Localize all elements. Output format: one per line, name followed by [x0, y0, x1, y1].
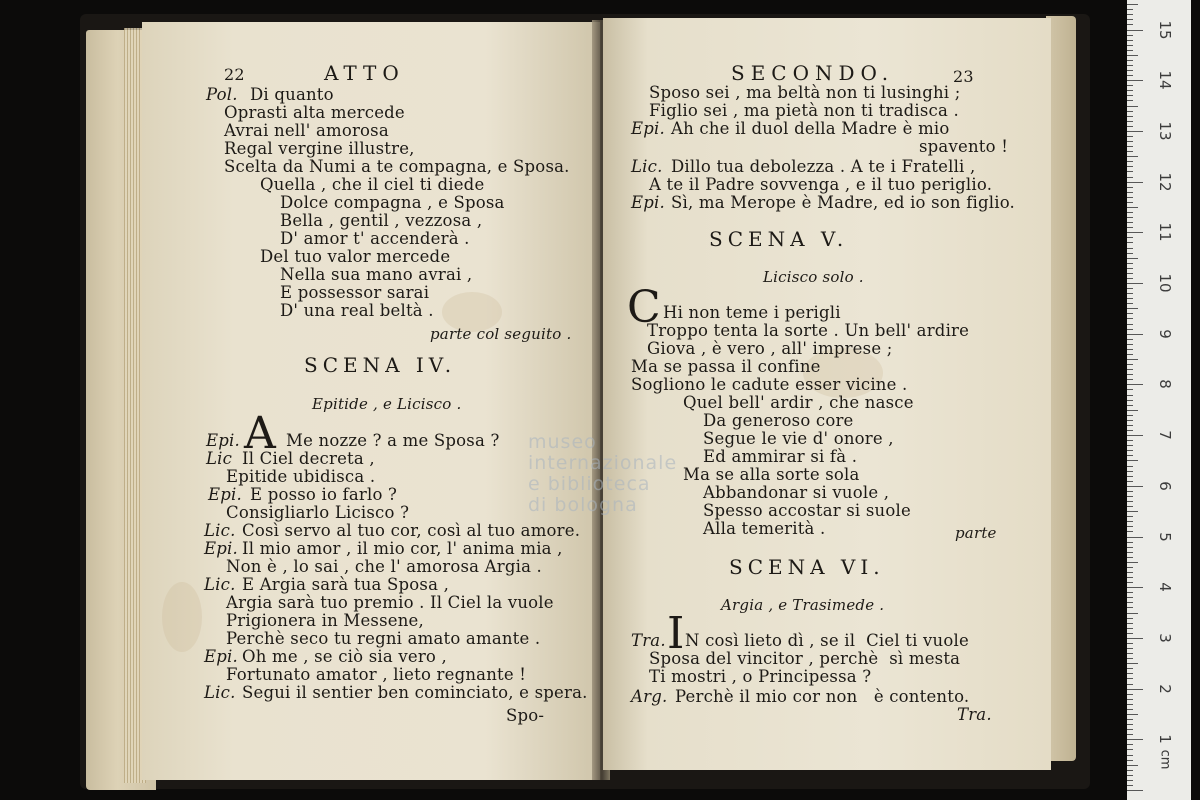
ruler-tick — [1127, 435, 1143, 436]
verse-line: Argia sarà tuo premio . Il Ciel la vuole — [226, 593, 554, 612]
right-page — [603, 18, 1051, 770]
ruler-tick — [1127, 273, 1133, 274]
ruler-tick — [1127, 668, 1133, 669]
speaker-label: Lic. — [204, 575, 236, 594]
scene-title: SCENA IV. — [304, 353, 457, 377]
scene-characters: Argia , e Trasimede . — [721, 596, 885, 614]
ruler-tick — [1127, 70, 1133, 71]
ruler-tick — [1127, 237, 1133, 238]
ruler-tick — [1127, 714, 1138, 715]
speaker-label: Epi. — [631, 119, 665, 138]
ruler-tick — [1127, 19, 1133, 20]
ruler-number: 12 — [1156, 172, 1174, 192]
verse-line: Quella , che il ciel ti diede — [260, 175, 485, 194]
verse-line: Sì, ma Merope è Madre, ed io son figlio. — [671, 193, 1015, 212]
ruler-tick — [1127, 602, 1133, 603]
ruler-tick — [1127, 400, 1133, 401]
ruler-number: 5 — [1156, 531, 1174, 542]
ruler-tick — [1127, 156, 1138, 157]
ruler-tick — [1127, 415, 1133, 416]
ruler-tick — [1127, 308, 1138, 309]
ruler-tick — [1127, 121, 1133, 122]
verse-line: Ah che il duol della Madre è mio — [671, 119, 950, 138]
ruler-tick — [1127, 95, 1133, 96]
ruler-tick — [1127, 526, 1133, 527]
museum-watermark — [528, 432, 698, 516]
ruler-tick — [1127, 222, 1133, 223]
ruler-tick — [1127, 476, 1133, 477]
ruler-tick — [1127, 744, 1133, 745]
speaker-label: Epi. — [204, 647, 238, 666]
ruler-tick — [1127, 171, 1133, 172]
ruler-tick — [1127, 344, 1133, 345]
ruler-tick — [1127, 450, 1133, 451]
ruler-tick — [1127, 212, 1133, 213]
verse-line: Abbandonar si vuole , — [703, 483, 890, 502]
ruler-tick — [1127, 217, 1133, 218]
verse-line: Scelta da Numi a te compagna, e Sposa. — [224, 157, 570, 176]
verse-line: spavento ! — [919, 137, 1009, 156]
ruler-tick — [1127, 14, 1133, 15]
ruler-tick — [1127, 248, 1133, 249]
ruler-tick — [1127, 420, 1133, 421]
verse-line: Del tuo valor mercede — [260, 247, 451, 266]
ruler-tick — [1127, 329, 1133, 330]
ruler-tick — [1127, 425, 1133, 426]
drop-cap: C — [627, 282, 661, 333]
ruler-number: 13 — [1156, 121, 1174, 141]
ruler-number: 1 — [1156, 734, 1174, 745]
ruler-tick — [1127, 491, 1133, 492]
ruler-tick — [1127, 709, 1133, 710]
ruler-number: 14 — [1156, 70, 1174, 90]
ruler-tick — [1127, 547, 1133, 548]
stage-direction: parte — [955, 524, 997, 542]
ruler-tick — [1127, 55, 1138, 56]
ruler-tick — [1127, 192, 1133, 193]
ruler-tick — [1127, 389, 1133, 390]
verse-line: Oh me , se ciò sia vero , — [242, 647, 447, 666]
ruler-tick — [1127, 9, 1133, 10]
ruler-tick — [1127, 374, 1133, 375]
ruler-tick — [1127, 384, 1143, 385]
left-page — [142, 22, 600, 780]
ruler-tick — [1127, 202, 1133, 203]
ruler-tick — [1127, 455, 1133, 456]
ruler-tick — [1127, 90, 1133, 91]
verse-line: E possessor sarai — [280, 283, 430, 302]
ruler-tick — [1127, 4, 1138, 5]
ruler-tick — [1127, 765, 1138, 766]
ruler-tick — [1127, 197, 1133, 198]
ruler-tick — [1127, 106, 1138, 107]
ruler-tick — [1127, 653, 1133, 654]
verse-line: Dillo tua debolezza . A te i Fratelli , — [671, 157, 976, 176]
ruler-tick — [1127, 466, 1133, 467]
verse-line: Segui il sentier ben cominciato, e spera. — [242, 683, 588, 702]
verse-line: Così servo al tuo cor, così al tuo amore. — [242, 521, 581, 540]
ruler-tick — [1127, 232, 1143, 233]
verse-line: Sogliono le cadute esser vicine . — [631, 375, 908, 394]
ruler-tick — [1127, 658, 1133, 659]
verse-line: E posso io farlo ? — [250, 485, 398, 504]
verse-line: D' una real beltà . — [280, 301, 434, 320]
ruler-tick — [1127, 349, 1133, 350]
watermark-line: e biblioteca — [528, 473, 651, 495]
ruler-number: 6 — [1156, 481, 1174, 491]
verse-line: D' amor t' accenderà . — [280, 229, 470, 248]
speaker-label: Pol. — [206, 85, 238, 104]
verse-line: A te il Padre sovvenga , e il tuo periglio. — [649, 175, 993, 194]
foxing-stain — [162, 582, 202, 652]
ruler-tick — [1127, 379, 1133, 380]
ruler-tick — [1127, 755, 1133, 756]
verse-line: Ti mostri , o Principessa ? — [649, 667, 872, 686]
ruler-number: 7 — [1156, 430, 1174, 440]
ruler-number: 9 — [1156, 328, 1174, 339]
ruler-tick — [1127, 770, 1133, 771]
page-number: 23 — [953, 67, 974, 86]
watermark-line: museo internazionale — [528, 431, 678, 474]
ruler-tick — [1127, 354, 1133, 355]
verse-line: Fortunato amator , lieto regnante ! — [226, 665, 527, 684]
ruler-tick — [1127, 141, 1133, 142]
speaker-label: Lic — [206, 449, 233, 468]
ruler-tick — [1127, 775, 1133, 776]
ruler-number: 4 — [1156, 582, 1174, 592]
ruler-tick — [1127, 516, 1133, 517]
ruler-tick — [1127, 283, 1143, 284]
speaker-label: Lic. — [204, 683, 236, 702]
ruler-tick — [1127, 719, 1133, 720]
catchword: Spo- — [506, 706, 545, 725]
catchword: Tra. — [957, 705, 992, 724]
ruler-tick — [1127, 790, 1143, 791]
ruler-tick — [1127, 633, 1133, 634]
ruler-tick — [1127, 405, 1133, 406]
ruler-tick — [1127, 760, 1133, 761]
drop-cap: I — [667, 608, 685, 659]
ruler-tick — [1127, 471, 1133, 472]
ruler-tick — [1127, 582, 1133, 583]
ruler-tick — [1127, 623, 1133, 624]
drop-cap: A — [244, 408, 276, 459]
verse-line: Il Ciel decreta , — [242, 449, 375, 468]
verse-line: Figlio sei , ma pietà non ti tradisca . — [649, 101, 959, 120]
ruler-tick — [1127, 369, 1133, 370]
ruler-tick — [1127, 749, 1133, 750]
ruler-tick — [1127, 577, 1133, 578]
ruler-tick — [1127, 445, 1133, 446]
ruler-tick — [1127, 161, 1133, 162]
ruler-tick — [1127, 318, 1133, 319]
verse-line: Ma se alla sorte sola — [683, 465, 860, 484]
ruler-tick — [1127, 785, 1133, 786]
ruler-tick — [1127, 780, 1133, 781]
ruler-tick — [1127, 699, 1133, 700]
ruler-tick — [1127, 313, 1133, 314]
ruler-tick — [1127, 643, 1133, 644]
verse-line: Da generoso core — [703, 411, 854, 430]
verse-line: Bella , gentil , vezzosa , — [280, 211, 483, 230]
verse-line: Perchè seco tu regni amato amante . — [226, 629, 541, 648]
verse-line: E Argia sarà tua Sposa , — [242, 575, 450, 594]
verse-line: Dolce compagna , e Sposa — [280, 193, 505, 212]
ruler-tick — [1127, 597, 1133, 598]
verse-line: Sposo sei , ma beltà non ti lusinghi ; — [649, 83, 961, 102]
ruler-tick — [1127, 552, 1133, 553]
ruler-tick — [1127, 182, 1143, 183]
verse-line: Me nozze ? a me Sposa ? — [286, 431, 500, 450]
ruler-tick — [1127, 80, 1143, 81]
ruler-tick — [1127, 689, 1143, 690]
speaker-label: Arg. — [631, 687, 668, 706]
ruler-tick — [1127, 694, 1133, 695]
verse-line: Nella sua mano avrai , — [280, 265, 473, 284]
ruler-number: 15 — [1156, 19, 1174, 40]
ruler-tick — [1127, 542, 1133, 543]
ruler-tick — [1127, 227, 1133, 228]
page-number: 22 — [224, 65, 245, 84]
ruler-tick — [1127, 663, 1138, 664]
ruler-tick — [1127, 511, 1138, 512]
ruler-tick — [1127, 734, 1133, 735]
verse-line: Non è , lo sai , che l' amorosa Argia . — [226, 557, 543, 576]
scene-characters: Epitide , e Licisco . — [312, 395, 462, 413]
ruler-tick — [1127, 126, 1133, 127]
ruler-tick — [1127, 607, 1133, 608]
ruler-tick — [1127, 572, 1133, 573]
speaker-label: Epi. — [631, 193, 665, 212]
ruler-tick — [1127, 60, 1133, 61]
ruler-tick — [1127, 339, 1133, 340]
speaker-label: Epi. — [204, 539, 238, 558]
ruler-tick — [1127, 648, 1133, 649]
ruler-tick — [1127, 324, 1133, 325]
ruler-tick — [1127, 673, 1133, 674]
verse-line: Quel bell' ardir , che nasce — [683, 393, 914, 412]
speaker-label: Lic. — [204, 521, 236, 540]
ruler-tick — [1127, 242, 1133, 243]
ruler-unit: cm — [1157, 749, 1173, 770]
ruler-tick — [1127, 521, 1133, 522]
verse-line: Regal vergine illustre, — [224, 139, 415, 158]
ruler-number: 11 — [1156, 222, 1174, 242]
verse-line: Alla temerità . — [703, 519, 826, 538]
ruler-tick — [1127, 136, 1133, 137]
ruler-tick — [1127, 724, 1133, 725]
ruler-tick — [1127, 177, 1133, 178]
ruler-tick — [1127, 75, 1133, 76]
ruler-tick — [1127, 567, 1133, 568]
ruler-tick — [1127, 684, 1133, 685]
ruler-tick — [1127, 501, 1133, 502]
speaker-label: Epi. — [208, 485, 242, 504]
verse-line: Segue le vie d' onore , — [703, 429, 894, 448]
ruler-tick — [1127, 613, 1138, 614]
ruler-tick — [1127, 481, 1133, 482]
ruler-tick — [1127, 410, 1138, 411]
running-head: SECONDO. — [731, 61, 895, 85]
watermark-line: di bologna — [528, 494, 638, 516]
ruler-number: 2 — [1156, 683, 1174, 694]
ruler-tick — [1127, 278, 1133, 279]
ruler-tick — [1127, 486, 1143, 487]
verse-line: Sposa del vincitor , perchè sì mesta — [649, 649, 961, 668]
ruler-tick — [1127, 45, 1133, 46]
ruler-tick — [1127, 460, 1138, 461]
ruler-tick — [1127, 40, 1133, 41]
ruler-tick — [1127, 359, 1138, 360]
ruler-tick — [1127, 253, 1133, 254]
ruler-tick — [1127, 628, 1133, 629]
ruler-tick — [1127, 293, 1133, 294]
ruler-tick — [1127, 729, 1133, 730]
speaker-label: Lic. — [631, 157, 663, 176]
scene-title: SCENA V. — [709, 227, 849, 251]
ruler-tick — [1127, 24, 1133, 25]
ruler-tick — [1127, 100, 1133, 101]
ruler-tick — [1127, 263, 1133, 264]
speaker-label: Epi. — [206, 431, 240, 450]
verse-line: Prigionera in Messene, — [226, 611, 424, 630]
ruler-tick — [1127, 430, 1133, 431]
ruler-tick — [1127, 704, 1133, 705]
ruler-tick — [1127, 562, 1138, 563]
ruler-tick — [1127, 618, 1133, 619]
verse-line: Hi non teme i perigli — [663, 303, 841, 322]
verse-line: N così lieto dì , se il Ciel ti vuole — [685, 631, 969, 650]
ruler-tick — [1127, 440, 1133, 441]
verse-line: Ma se passa il confine — [631, 357, 821, 376]
verse-line: Il mio amor , il mio cor, l' anima mia , — [242, 539, 563, 558]
ruler-tick — [1127, 258, 1138, 259]
verse-line: Spesso accostar si suole — [703, 501, 911, 520]
ruler-tick — [1127, 739, 1143, 740]
ruler-tick — [1127, 557, 1133, 558]
ruler-tick — [1127, 506, 1133, 507]
ruler-tick — [1127, 364, 1133, 365]
verse-line: Troppo tenta la sorte . Un bell' ardire — [647, 321, 970, 340]
speaker-label: Tra. — [631, 631, 666, 650]
verse-line: Di quanto — [250, 85, 334, 104]
ruler-tick — [1127, 531, 1133, 532]
ruler-tick — [1127, 395, 1133, 396]
ruler-tick — [1127, 111, 1133, 112]
ruler-tick — [1127, 116, 1133, 117]
ruler-tick — [1127, 151, 1133, 152]
ruler-tick — [1127, 298, 1133, 299]
verse-line: Giova , è vero , all' imprese ; — [647, 339, 893, 358]
running-head: ATTO — [324, 61, 405, 85]
verse-line: Avrai nell' amorosa — [224, 121, 389, 140]
verse-line: Oprasti alta mercede — [224, 103, 405, 122]
ruler-tick — [1127, 146, 1133, 147]
ruler-tick — [1127, 303, 1133, 304]
verse-line: Perchè il mio cor non è contento. — [675, 687, 970, 706]
scene-title: SCENA VI. — [729, 555, 885, 579]
ruler-tick — [1127, 537, 1143, 538]
verse-line: Consigliarlo Licisco ? — [226, 503, 410, 522]
ruler-tick — [1127, 187, 1133, 188]
ruler-number: 3 — [1156, 633, 1174, 643]
ruler-tick — [1127, 131, 1143, 132]
ruler-tick — [1127, 268, 1133, 269]
stage-direction: parte col seguito . — [430, 325, 572, 343]
verse-line: Ed ammirar si fà . — [703, 447, 858, 466]
ruler-number: 8 — [1156, 379, 1174, 390]
ruler-tick — [1127, 65, 1133, 66]
ruler-tick — [1127, 288, 1133, 289]
ruler-tick — [1127, 587, 1143, 588]
ruler-tick — [1127, 678, 1133, 679]
verse-line: Epitide ubidisca . — [226, 467, 376, 486]
ruler-tick — [1127, 334, 1143, 335]
ruler-number: 10 — [1156, 273, 1174, 293]
ruler-tick — [1127, 207, 1138, 208]
ruler-tick — [1127, 30, 1143, 31]
ruler-tick — [1127, 638, 1143, 639]
ruler-tick — [1127, 496, 1133, 497]
ruler-tick — [1127, 35, 1133, 36]
ruler-tick — [1127, 85, 1133, 86]
ruler-tick — [1127, 592, 1133, 593]
ruler-tick — [1127, 50, 1133, 51]
ruler-tick — [1127, 166, 1133, 167]
scene-characters: Licisco solo . — [763, 268, 864, 286]
